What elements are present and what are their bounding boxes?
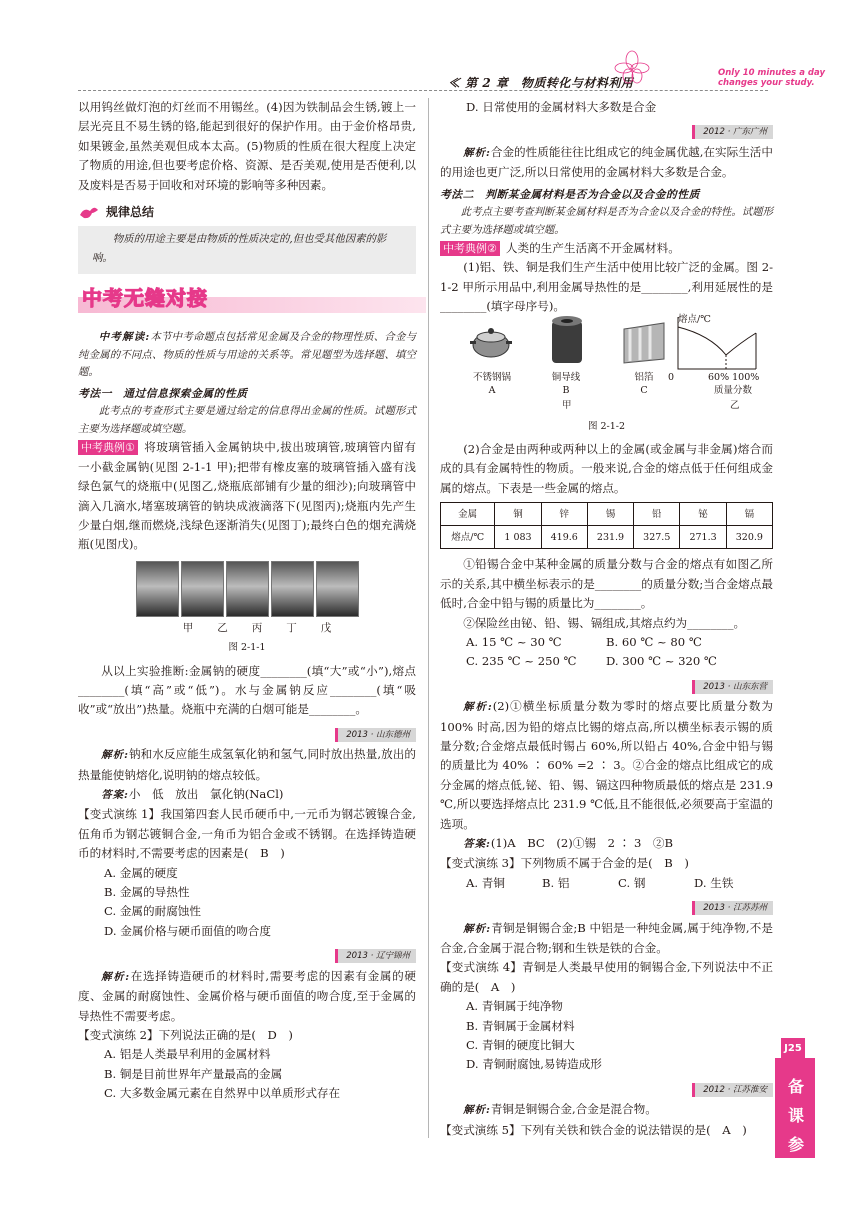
- analysis-label: 解析:: [463, 922, 492, 935]
- figure-yi: 乙: [730, 399, 740, 411]
- example2-q2: (2)合金是由两种或两种以上的金属(或金属与非金属)熔合而成的具有金属特性的物质。一般来说,合金的熔点低于任何组成金属的熔点。下表是一些金属的熔点。: [440, 442, 773, 495]
- item-name: 铜导线: [551, 371, 581, 383]
- slogan-line-1: Only 10 minutes a day: [718, 68, 825, 78]
- section-banner: [78, 286, 416, 319]
- option: D. 生铁: [694, 875, 734, 890]
- option: A. 铝是人类最早利用的金属材料: [104, 1047, 271, 1062]
- option: C. 大多数金属元素在自然界中以单质形式存在: [104, 1086, 341, 1101]
- example2-intro: 人类的生产生活离不开金属材料。: [505, 241, 680, 256]
- summary-title: 规律总结: [106, 205, 155, 220]
- figure-label: 甲: [182, 621, 194, 634]
- source-badge: [78, 945, 416, 964]
- item-letter: C: [640, 384, 648, 396]
- option: C. 青铜的硬度比铜大: [466, 1038, 575, 1053]
- header-rule: [78, 90, 768, 91]
- variant1: 【变式演练 1】我国第四套人民币硬币中,一元币为钢芯镀镍合金,伍角币为钢芯镀铜合金,一角币为铝合金或不锈钢。在选择铸造硬币的材料时,不需要考虑的因素是( B ): [78, 807, 416, 861]
- example2-q1: (1)铝、铁、铜是我们生产生活中使用比较广泛的金属。图 2-1-2 甲所示用品中,利用金属导热性的是________,利用延展性的是________(填字母序号)。: [440, 260, 773, 314]
- variant2: 【变式演练 2】下列说法正确的是( D ): [78, 1027, 293, 1042]
- figure-labels: [78, 619, 416, 638]
- photo-yi: [181, 561, 224, 617]
- source-text: 2013 · 山东东营: [692, 680, 773, 694]
- example2-q4: ②保险丝由铋、铅、锡、镉组成,其熔点约为________。: [463, 615, 746, 630]
- analysis-text: (2)①横坐标质量分数为零时的熔点要比质量分数为 100% 时高,因为铅的熔点比锡的熔点高,所以横坐标表示锡的质量分数;合金熔点最低时锡占 60%,所以铅占 40%,合金中铅与锡的质量比为 40% ∶ 60% =2 ∶ 3。②合金的熔点比组成它的成分金属的熔点低,铋、铅、锡、镉这四种物质最低的熔点是 231.9 ℃,所以要选择熔点比 231.9 ℃低,且不能很低,必须要高于室温的选项。: [440, 699, 773, 831]
- source-text: 2013 · 江苏苏州: [692, 901, 773, 915]
- figure-label: 乙: [217, 621, 228, 634]
- left-column: [78, 98, 416, 1104]
- intro-paragraph: 以用钨丝做灯泡的灯丝而不用锡丝。(4)因为铁制品会生锈,镀上一层光亮且不易生锈的铬,能起到很好的保护作用。由于金价格昂贵,如果镀金,虽然美观但成本太高。(5)物质的性质在很大程度上决定了物质的用途,但也要考虑价格、资源、是否美观,使用是否便利,以及废料是否易于回收和对环境的影响等多种因素。: [78, 100, 416, 192]
- table-cell: 320.9: [726, 526, 772, 549]
- option: B. 铜是目前世界年产量最高的金属: [104, 1066, 283, 1081]
- example2-tag: 中考典例②: [440, 241, 500, 256]
- figure-label: 丙: [251, 621, 263, 634]
- banner-title: 中考无缝对接: [82, 286, 208, 311]
- figure-2-1-1: [78, 561, 416, 617]
- side-tab-text: 备课参考: [787, 1077, 804, 1183]
- analysis-label: 解析:: [463, 1104, 491, 1117]
- table-cell: 金属: [441, 503, 495, 526]
- item-c: [614, 371, 674, 397]
- example2-q3: ①铅锡合金中某种金属的质量分数与合金的熔点有如图乙所示的关系,其中横坐标表示的是________的质量分数;当合金熔点最低时,合金中铅与锡的质量比为________。: [440, 557, 773, 611]
- table-cell: 271.3: [680, 526, 726, 549]
- analysis-paragraph: [78, 329, 416, 382]
- answer-label: 答案:: [101, 789, 129, 802]
- chapter-title: ≪ 第 2 章 物质转化与材料利用: [448, 76, 634, 90]
- example1: [78, 438, 416, 554]
- foil-icon: [620, 319, 668, 365]
- option: D. 300 ℃ ~ 320 ℃: [606, 654, 717, 669]
- analysis-text: 钠和水反应能生成氢氧化钠和氢气,同时放出热量,放出的热量能使钠熔化,说明钠的熔点较低。: [78, 747, 416, 782]
- option: C. 钢: [618, 875, 646, 890]
- slogan-line-2: changes your study.: [718, 78, 815, 88]
- option: D. 青铜耐腐蚀,易铸造成形: [466, 1057, 602, 1072]
- source-text: 2013 · 辽宁锦州: [335, 949, 416, 963]
- item-name: 铝箔: [634, 371, 654, 383]
- example1-question: 从以上实验推断:金属钠的硬度________(填“大”或“小”),熔点________(填“高”或“低”)。水与金属钠反应________(填“吸收”或“放出”)热量。烧瓶中充满的白烟可能是________。: [78, 663, 416, 717]
- page-number-tab: J25: [781, 1038, 805, 1060]
- page-header: [78, 62, 825, 90]
- header-slogan: [718, 68, 838, 88]
- source-badge: [78, 724, 416, 743]
- table-cell: 铅: [634, 503, 680, 526]
- option: B. 60 ℃ ~ 80 ℃: [606, 634, 702, 649]
- answer4: [440, 834, 773, 854]
- analysis1: [78, 745, 416, 785]
- analysis6: [440, 1100, 773, 1120]
- example2: [440, 239, 773, 258]
- copper-wire-icon: [548, 315, 586, 367]
- option: C. 235 ℃ ~ 250 ℃: [466, 654, 577, 669]
- analysis5: [440, 919, 773, 959]
- analysis-text: 本节中考命题点包括常见金属及合金的物理性质、合金与纯金属的不同点、物质的性质与用途的关系等。常见题型为选择题、填空题。: [78, 331, 416, 379]
- option: A. 青铜属于纯净物: [466, 999, 563, 1014]
- answer-label: 答案:: [463, 837, 491, 850]
- photo-ding: [271, 561, 314, 617]
- analysis-label: 解析:: [463, 701, 493, 714]
- method2-heading: 考法二 判断某金属材料是否为合金以及合金的性质: [440, 187, 700, 201]
- option: A. 金属的硬度: [104, 865, 178, 880]
- photo-wu: [316, 561, 359, 617]
- option: D. 金属价格与硬币面值的吻合度: [104, 923, 271, 938]
- variant5: 【变式演练 5】下列有关铁和铁合金的说法错误的是( A ): [440, 1122, 747, 1137]
- variant3: 【变式演练 3】下列物质不属于合金的是( B ): [440, 856, 689, 871]
- chart-xlabel: 质量分数: [714, 384, 753, 396]
- source-text: 2013 · 山东德州: [335, 728, 416, 742]
- table-cell: 镉: [726, 503, 772, 526]
- chart-x0: 0: [668, 371, 675, 383]
- figure-2-1-2: [440, 313, 773, 415]
- source-text: 2012 · 江苏淮安: [692, 1083, 773, 1097]
- answer1: [78, 785, 416, 805]
- example2-options: [440, 633, 773, 672]
- analysis-text: 合金的性质能往往比组成它的纯金属优越,在实际生活中的用途也更广泛,所以日常使用的金属材料大多数是合金。: [440, 144, 773, 180]
- option: A. 15 ℃ ~ 30 ℃: [466, 634, 562, 649]
- table-row: [441, 526, 773, 549]
- example1-tag: 中考典例①: [78, 440, 138, 455]
- item-b: [536, 371, 596, 397]
- figure-label: 丁: [286, 621, 297, 634]
- table-cell: 419.6: [541, 526, 587, 549]
- option: B. 青铜属于金属材料: [466, 1018, 575, 1033]
- table-cell: 327.5: [634, 526, 680, 549]
- method1-desc: 此考点的考查形式主要是通过给定的信息得出金属的性质。试题形式主要为选择题或填空题。: [78, 405, 416, 435]
- answer-text: 小 低 放出 氯化钠(NaCl): [128, 787, 284, 802]
- variant4: 【变式演练 4】青铜是人类最早使用的铜锡合金,下列说法中不正确的是( A ): [440, 960, 773, 994]
- option: C. 金属的耐腐蚀性: [104, 904, 201, 919]
- item-a: [462, 371, 522, 397]
- table-cell: 铜: [495, 503, 541, 526]
- chart-ylabel: 熔点/℃: [678, 313, 711, 325]
- method2-desc: 此考点主要考查判断某金属材料是否为合金以及合金的特性。试题形式主要为选择题或填空题。: [440, 206, 773, 236]
- table-row: [441, 503, 773, 526]
- option: A. 青铜: [466, 875, 505, 890]
- method1-heading: 考法一 通过信息探索金属的性质: [78, 386, 248, 400]
- table-cell: 1 083: [495, 526, 541, 549]
- analysis4: [440, 697, 773, 834]
- summary-heading: [78, 203, 416, 222]
- analysis-text: 在选择铸造硬币的材料时,需要考虑的因素有金属的硬度、金属的耐腐蚀性、金属价格与硬币面值的吻合度,至于金属的导热性不需要考虑。: [78, 968, 417, 1023]
- source-text: 2012 · 广东广州: [692, 125, 773, 139]
- example1-text: 将玻璃管插入金属钠块中,拔出玻璃管,玻璃管内留有一小截金属钠(见图 2-1-1 甲);把带有橡皮塞的玻璃管插入盛有浅绿色氯气的烧瓶中(见图乙,烧瓶底部铺有少量的细沙);向玻璃管中滴入几滴水,堵塞玻璃管的钠块成液滴落下(见图丙);烧瓶内先产生少量白烟,继而燃烧,浅绿色逐渐消失(见图丁);最终白色的烟充满烧瓶(见图戊)。: [78, 440, 416, 552]
- table-cell: 231.9: [587, 526, 633, 549]
- source-badge: [440, 897, 773, 916]
- table-cell: 锌: [541, 503, 587, 526]
- flower-decoration-icon: [612, 50, 652, 84]
- table-cell: 铋: [680, 503, 726, 526]
- answer-text: (1)A BC (2)①锡 2 ∶ 3 ②B: [490, 835, 674, 850]
- figure-label: 戊: [320, 621, 332, 634]
- analysis-label: 解析:: [101, 749, 129, 762]
- analysis-label: 解析:: [463, 146, 491, 159]
- table-cell: 锡: [587, 503, 633, 526]
- photo-jia: [136, 561, 179, 617]
- right-column: [440, 98, 773, 1140]
- item-letter: A: [488, 384, 496, 396]
- option: D. 日常使用的金属材料大多数是合金: [466, 100, 657, 114]
- bird-icon: [78, 205, 100, 221]
- source-badge: [440, 1079, 773, 1098]
- analysis-text: 青铜是铜锡合金,合金是混合物。: [490, 1102, 657, 1117]
- analysis3: [440, 143, 773, 183]
- option: B. 铝: [542, 875, 570, 890]
- item-name: 不锈钢锅: [472, 371, 511, 383]
- summary-text: 物质的用途主要是由物质的性质决定的,但也受其他因素的影响。: [78, 226, 416, 275]
- source-badge: [440, 676, 773, 695]
- chart-xticks: 60% 100%: [708, 371, 760, 383]
- table-cell: 熔点/℃: [441, 526, 495, 549]
- analysis-text: 青铜是铜锡合金;B 中铝是一种纯金属,属于纯净物,不是合金,合金属于混合物;钢和生铁是铁的合金。: [440, 920, 773, 955]
- item-letter: B: [562, 384, 570, 396]
- column-divider: [428, 98, 429, 1138]
- variant3-options: [440, 874, 773, 893]
- analysis2: [78, 967, 416, 1026]
- source-badge: [440, 121, 773, 140]
- figure-caption: 图 2-1-2: [587, 420, 626, 432]
- figure-caption: 图 2-1-1: [228, 642, 266, 654]
- pot-icon: [470, 319, 512, 365]
- option: B. 金属的导热性: [104, 885, 190, 900]
- analysis-label: 中考解读:: [98, 331, 151, 344]
- melting-point-table: [440, 502, 773, 549]
- figure-jia: 甲: [562, 399, 572, 411]
- photo-bing: [226, 561, 269, 617]
- analysis-label: 解析:: [101, 970, 131, 983]
